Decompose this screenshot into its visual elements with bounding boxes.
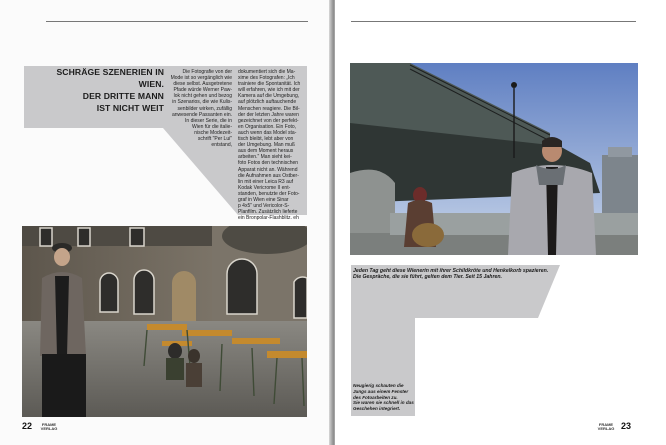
right-page [335, 0, 666, 445]
page-number-left: 22 [22, 421, 33, 431]
page-number-right: 23 [621, 421, 632, 431]
headline-line-1: SCHRÄGE SZENERIEN IN WIEN. [56, 67, 164, 89]
caption-panel-shape [335, 0, 666, 445]
article-column-2: dokumentiert sich die Ma- xime des Fotografen: „Ich trainiere die Spontanität. Ich will erfahren, wie ich mit der Kamera auf die Umgebung, auf plötzlich auftauchende Menschen reagiere. Die Bil- der der letzten Jahre waren gezeichnet von der perfekt- en Organisation. Ein Foto, auch wenn das Model sta- tisch bleibt, lebt aber von der Umgebung. Man muß aus dem Moment heraus arbeiten." Man sieht kei- foto Fotos den technischen Apparat nicht an. Während die Aufnahmen aus Ostber- lin mit einer Leica R3 auf Kodak Vericrome II ent- standen, benutzte der Foto- graf in Wien eine Sinar p 4x5" und Vericolor-S- Planfilm. Zusätzlich lieferte ein Bronpolar-Flashblitz. eh [238, 69, 301, 222]
headline-line-3: IST NICHT WEIT [96, 103, 164, 113]
left-page [0, 0, 331, 445]
article-column-1: Die Fotografie von der Mode ist so vergänglich wie diese selbst. Ausgetretene Pfade würde Werner Paw- lok nicht gehen und bezog in Szenarios, die wie Kulis- senbilder wirken, zufällig anwesende Passanten ein. In dieser Serie, die in Wien für die italie- nische Modezeit- schrift "Per Lui" entstand, [170, 69, 232, 149]
article-headline [44, 66, 164, 114]
publisher-logo-left: FRAME VERLAG [40, 422, 58, 431]
publisher-logo-right: FRAME VERLAG [597, 422, 615, 431]
courtyard-cafe-photo [22, 226, 307, 417]
photo-caption-bottom: Neugierig schauten die Jungs aus einem Fenster des Fotoarbeiten zu. Sie waren sie schnell in das Geschehen integriert. [353, 383, 414, 412]
headline-line-2: DER DRITTE MANN [82, 91, 164, 101]
photo-caption-top: Jeden Tag geht diese Wienerin mit ihrer Schildkröte und Henkelkorb spazieren. Die Gespräche, die sie führt, gelten dem Tier. Seit 15 Jahren. [353, 268, 549, 281]
